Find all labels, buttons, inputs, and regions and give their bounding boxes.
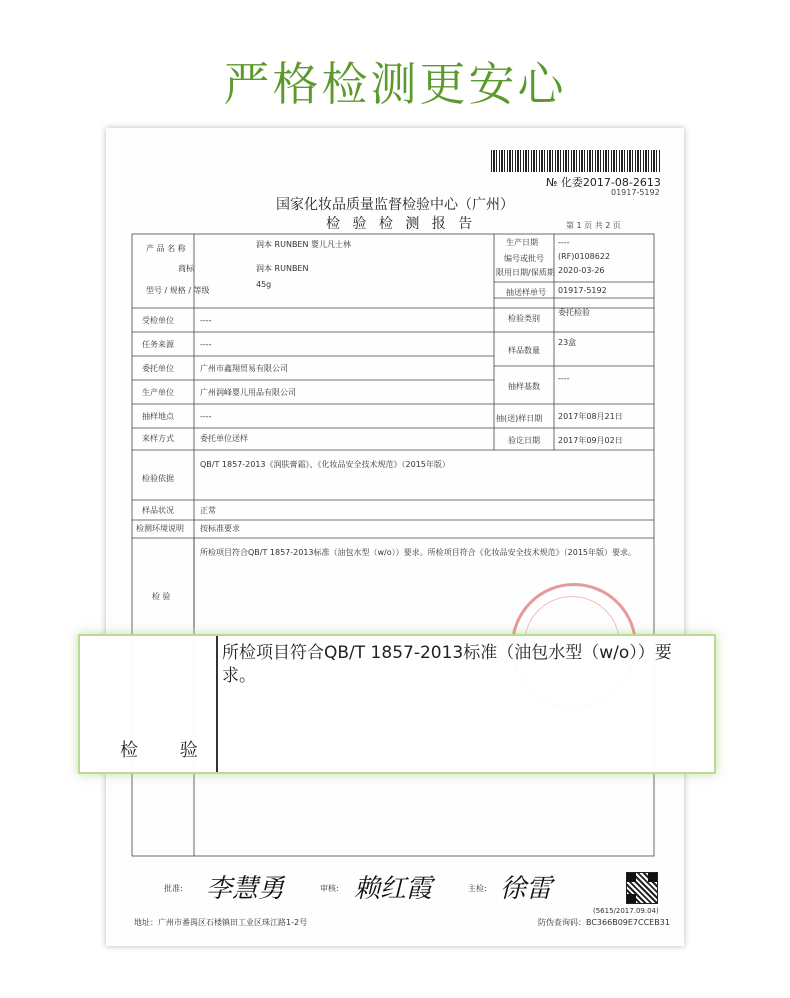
value-inspect-type: 委托检验 — [558, 308, 590, 317]
label-batch-no: 编号或批号 — [504, 254, 544, 263]
label-inspect-unit: 受检单位 — [142, 316, 174, 325]
value-expiry: 2020-03-26 — [558, 266, 605, 275]
label-producer: 生产单位 — [142, 388, 174, 397]
value-sample-no: 01917-5192 — [558, 286, 607, 295]
value-sampling-method: 委托单位送样 — [200, 434, 248, 443]
inspection-report-document — [106, 128, 684, 946]
magnifier-text: 所检项目符合QB/T 1857-2013标准（油包水型（w/o））要求。 — [222, 643, 672, 686]
report-title: 检 验 检 测 报 告 — [326, 216, 477, 232]
value-quantity: 23盒 — [558, 338, 577, 347]
page-headline: 严格检测更安心 — [223, 57, 567, 111]
conclusion-magnifier — [78, 634, 716, 774]
label-quantity: 样品数量 — [508, 346, 540, 355]
label-task-source: 任务来源 — [142, 340, 174, 349]
magnifier-label-column — [80, 636, 218, 772]
value-sampling-date: 2017年08月21日 — [558, 412, 623, 421]
label-client: 委托单位 — [142, 364, 174, 373]
label-production-date: 生产日期 — [506, 238, 538, 247]
label-sample-status: 样品状况 — [142, 506, 174, 515]
value-sampling-place: ---- — [200, 412, 212, 421]
report-sub-number: 01917-5192 — [611, 188, 660, 197]
review-label: 审核: — [320, 884, 339, 893]
label-sampling-method: 来样方式 — [142, 434, 174, 443]
label-expiry: 限用日期/保质期 — [496, 268, 555, 277]
value-production-date: ---- — [558, 238, 570, 247]
value-inspect-unit: ---- — [200, 316, 212, 325]
value-env: 按标准要求 — [200, 524, 240, 533]
page-info: 第 1 页 共 2 页 — [566, 221, 621, 230]
label-sample-no: 抽送样单号 — [506, 288, 546, 297]
magnifier-label: 检 验 — [120, 740, 216, 761]
label-sampling-base: 抽样基数 — [508, 382, 540, 391]
main-inspector-signature: 徐雷 — [500, 874, 553, 904]
footer-code: (5615/2017.09.04) — [593, 907, 659, 915]
label-inspect-type: 检验类别 — [508, 314, 540, 323]
value-sampling-base: ---- — [558, 374, 570, 383]
label-model: 型号 / 规格 / 等级 — [146, 286, 210, 295]
value-trademark: 润本 RUNBEN — [256, 264, 309, 273]
label-sampling-place: 抽样地点 — [142, 412, 174, 421]
report-table-grid — [106, 128, 684, 946]
qr-code-icon — [626, 872, 658, 904]
value-product-name: 润本 RUNBEN 婴儿凡士林 — [256, 240, 352, 249]
label-finish-date: 验讫日期 — [508, 436, 540, 445]
value-finish-date: 2017年09月02日 — [558, 436, 623, 445]
anti-fake-code: 防伪查询码：BC366B09E7CCEB31 — [538, 918, 670, 927]
value-model: 45g — [256, 280, 272, 289]
review-signature: 赖红霞 — [354, 874, 433, 904]
value-batch-no: (RF)0108622 — [558, 252, 611, 261]
value-client: 广州市鑫翔贸易有限公司 — [200, 364, 288, 373]
center-name: 国家化妆品质量监督检验中心（广州） — [276, 197, 514, 213]
main-inspector-label: 主检: — [468, 884, 487, 893]
approve-label: 批准: — [164, 884, 183, 893]
label-sampling-date: 抽(送)样日期 — [496, 414, 543, 423]
footer-address: 地址：广州市番禺区石楼镇田工业区珠江路1-2号 — [134, 918, 308, 927]
label-product-name: 产 品 名 称 — [146, 244, 186, 253]
value-task-source: ---- — [200, 340, 212, 349]
label-env: 检测环境说明 — [136, 524, 184, 533]
label-basis: 检验依据 — [142, 474, 174, 483]
value-producer: 广州润峰婴儿用品有限公司 — [200, 388, 296, 397]
value-conclusion: 所检项目符合QB/T 1857-2013标准（油包水型（w/o））要求。所检项目符合《化妆品安全技术规范》（2015年版）要求。 — [200, 548, 637, 557]
approve-signature: 李慧勇 — [206, 874, 285, 904]
value-sample-status: 正常 — [200, 506, 216, 515]
report-number: № 化委2017-08-2613 — [546, 176, 661, 189]
label-conclusion: 检 验 — [152, 592, 171, 601]
label-trademark: 商标 — [178, 264, 194, 273]
value-basis: QB/T 1857-2013《润肤膏霜》、《化妆品安全技术规范》（2015年版） — [200, 460, 450, 469]
